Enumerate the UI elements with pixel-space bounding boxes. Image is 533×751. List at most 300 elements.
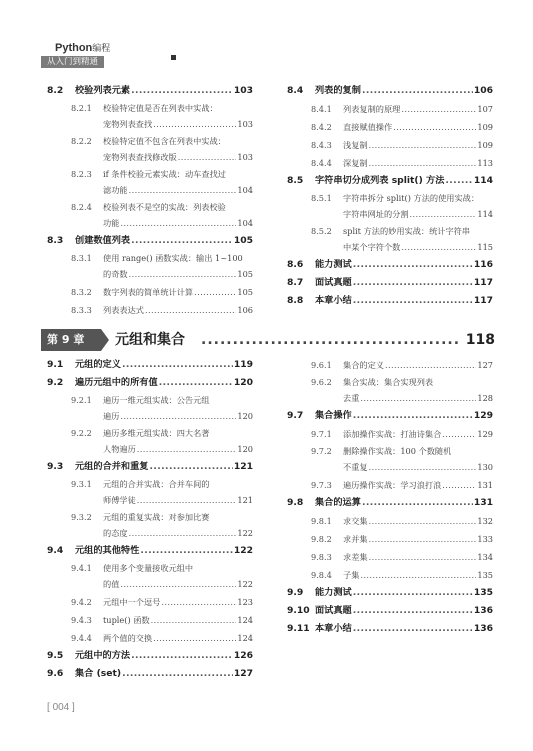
entry-number: 9.8.4: [311, 570, 332, 580]
toc-column-top-left: [47, 82, 253, 319]
entry-page: 105: [237, 269, 253, 279]
header-square-mark: [171, 55, 176, 60]
entry-title-line2: 滤功能: [103, 185, 128, 195]
entry-number: 8.3.3: [71, 305, 92, 315]
leader-dots: [410, 206, 477, 222]
leader-dots: [360, 566, 476, 584]
entry-body: [75, 356, 253, 374]
toc-subsection-entry: [47, 166, 253, 199]
leader-dots: [151, 611, 237, 629]
entry-number: 9.7.2: [311, 446, 332, 456]
entry-title-line2-row: [103, 525, 253, 541]
entry-title: 求并集: [343, 534, 368, 544]
entry-number: 8.5: [287, 175, 304, 186]
entry-number: 8.7: [287, 277, 304, 288]
entry-title-line2-row: [343, 390, 493, 406]
entry-page: 106: [237, 305, 253, 315]
leader-dots: [353, 256, 473, 274]
entry-body: [343, 100, 493, 118]
toc-section-entry: [287, 82, 493, 100]
entry-title: 遍历元组中的所有值: [75, 377, 158, 388]
toc-section-entry: [47, 458, 253, 476]
leader-dots: [442, 476, 476, 494]
leader-dots: [178, 149, 237, 165]
leader-dots: [385, 356, 476, 374]
entry-page: 121: [237, 495, 253, 505]
toc-subsection-entry: [287, 154, 493, 172]
toc-subsection-entry: [287, 136, 493, 154]
entry-title: 直接赋值操作: [343, 122, 393, 132]
toc-subsection-entry: [287, 530, 493, 548]
entry-page: 132: [477, 516, 493, 526]
entry-page: 123: [237, 597, 253, 607]
entry-title-line1: 遍历一维元组实战：公告元组: [103, 395, 210, 405]
entry-page: 109: [477, 122, 493, 132]
toc-subsection-entry: [287, 374, 493, 407]
entry-title-line1: 删除操作实战：100 个数随机: [343, 446, 452, 456]
entry-body: [75, 665, 253, 683]
entry-body: [343, 425, 493, 443]
entry-title: 元组中的方法: [75, 650, 131, 661]
entry-page: 131: [477, 480, 493, 490]
leader-dots: [122, 356, 233, 374]
entry-page: 104: [237, 218, 253, 228]
chapter-heading: [41, 329, 495, 351]
toc-section-entry: [47, 356, 253, 374]
entry-title: 元组中一个逗号: [103, 597, 161, 607]
entry-title-line2: 字符串网址的分割: [343, 209, 409, 219]
toc-column-bottom-left: [47, 356, 253, 683]
entry-title: 列表的复制: [315, 85, 361, 96]
chapter-leader-dots: [201, 329, 459, 351]
entry-number: 9.5: [47, 650, 64, 661]
toc-column-top-right: [287, 82, 493, 310]
entry-number: 9.2.1: [71, 395, 92, 405]
leader-dots: [393, 118, 476, 136]
leader-dots: [120, 408, 236, 424]
toc-section-entry: [47, 665, 253, 683]
leader-dots: [401, 239, 476, 255]
entry-title-line2-row: [343, 239, 493, 255]
leader-dots: [194, 283, 236, 301]
entry-number: 9.11: [287, 623, 310, 634]
toc-subsection-entry: [47, 611, 253, 629]
toc-subsection-entry: [287, 118, 493, 136]
leader-dots: [369, 512, 477, 530]
toc-subsection-entry: [47, 392, 253, 425]
leader-dots: [369, 530, 477, 548]
running-header-title: [55, 41, 110, 54]
leader-dots: [120, 576, 236, 592]
toc-subsection-entry: [47, 133, 253, 166]
toc-subsection-entry: [287, 512, 493, 530]
leader-dots: [369, 459, 477, 475]
entry-body: [103, 593, 253, 611]
entry-title-line2-row: [103, 149, 253, 165]
entry-title: 面试真题: [315, 277, 352, 288]
entry-number: 9.6: [47, 668, 64, 679]
entry-page: 133: [477, 534, 493, 544]
toc-section-entry: [287, 620, 493, 638]
toc-subsection-entry: [47, 509, 253, 542]
toc-subsection-entry: [287, 425, 493, 443]
toc-section-entry: [47, 232, 253, 250]
entry-page: 114: [477, 209, 493, 219]
entry-page: 122: [237, 579, 253, 589]
entry-page: 128: [477, 393, 493, 403]
entry-title: 添加操作实战：打油诗集合: [343, 429, 442, 439]
entry-number: 8.5.2: [311, 226, 332, 236]
entry-title: 元组的合并和重复: [75, 461, 149, 472]
entry-page: 105: [233, 235, 253, 246]
entry-title: 字符串切分成列表 split() 方法: [315, 175, 445, 186]
entry-page: 103: [237, 119, 253, 129]
entry-body: [315, 620, 493, 638]
entry-body: [103, 301, 253, 319]
entry-number: 9.4.1: [71, 563, 92, 573]
toc-subsection-entry: [287, 443, 493, 476]
entry-title: 集合的定义: [343, 360, 384, 370]
toc-section-entry: [287, 602, 493, 620]
leader-dots: [362, 82, 473, 100]
book-title-cn: 编程: [92, 44, 111, 54]
entry-page: 134: [477, 552, 493, 562]
leader-dots: [353, 292, 473, 310]
entry-title-line2-row: [103, 182, 253, 198]
entry-body: [315, 602, 493, 620]
entry-number: 8.8: [287, 295, 304, 306]
entry-body: [343, 530, 493, 548]
entry-title: 集合 (set): [75, 668, 122, 679]
chapter-label: 第 9 章: [41, 329, 101, 351]
entry-number: 8.4.4: [311, 158, 332, 168]
entry-title: 列表表达式: [103, 305, 144, 315]
entry-page: 136: [473, 605, 493, 616]
leader-dots: [150, 458, 233, 476]
entry-body: [103, 283, 253, 301]
entry-page: 122: [237, 528, 253, 538]
entry-page: 129: [473, 410, 493, 421]
toc-subsection-entry: [47, 425, 253, 458]
entry-number: 9.3: [47, 461, 64, 472]
entry-page: 117: [473, 277, 493, 288]
entry-body: [103, 611, 253, 629]
entry-title: 元组的定义: [75, 359, 121, 370]
entry-page: 116: [473, 259, 493, 270]
entry-number: 9.4.4: [71, 633, 92, 643]
leader-dots: [353, 620, 473, 638]
entry-title: 浅复制: [343, 140, 368, 150]
chapter-label-arrow: [101, 329, 109, 351]
entry-number: 8.4: [287, 85, 304, 96]
entry-number: 8.2: [47, 85, 64, 96]
leader-dots: [153, 116, 236, 132]
entry-title-line2-row: [103, 215, 253, 231]
entry-title-line2-row: [103, 492, 253, 508]
toc-subsection-entry: [47, 283, 253, 301]
toc-subsection-entry: [47, 250, 253, 283]
entry-title: 集合的运算: [315, 497, 361, 508]
leader-dots: [353, 274, 473, 292]
toc-column-bottom-right: [287, 356, 493, 638]
entry-number: 8.3.1: [71, 253, 92, 263]
entry-title-line2-row: [343, 459, 493, 475]
entry-page: 127: [477, 360, 493, 370]
leader-dots: [369, 154, 477, 172]
entry-number: 8.5.1: [311, 193, 332, 203]
entry-page: 124: [237, 615, 253, 625]
entry-title-line2: 宠物列表查找: [103, 119, 153, 129]
entry-page: 121: [233, 461, 253, 472]
entry-body: [315, 407, 493, 425]
running-header-subtitle: 从入门到精通: [41, 56, 104, 68]
page-footer: [ 004 ]: [47, 702, 75, 713]
leader-dots: [401, 100, 476, 118]
entry-number: 8.4.1: [311, 104, 332, 114]
entry-body: [343, 136, 493, 154]
entry-body: [75, 374, 253, 392]
entry-body: [343, 154, 493, 172]
entry-title-line2-row: [343, 206, 493, 222]
toc-subsection-entry: [287, 223, 493, 256]
entry-page: 105: [237, 287, 253, 297]
leader-dots: [137, 492, 237, 508]
entry-title-line1: 使用 range() 函数实战：输出 1~100: [103, 253, 243, 263]
entry-number: 8.4.3: [311, 140, 332, 150]
entry-number: 8.3: [47, 235, 64, 246]
leader-dots: [129, 182, 237, 198]
entry-page: 127: [233, 668, 253, 679]
entry-title: 深复制: [343, 158, 368, 168]
entry-title-line2: 去重: [343, 393, 360, 403]
toc-section-entry: [287, 584, 493, 602]
leader-dots: [129, 266, 237, 282]
entry-body: [75, 542, 253, 560]
entry-number: 9.4.2: [71, 597, 92, 607]
leader-dots: [353, 407, 473, 425]
entry-page: 135: [477, 570, 493, 580]
toc-subsection-entry: [47, 199, 253, 232]
entry-page: 103: [233, 85, 253, 96]
entry-body: [315, 256, 493, 274]
entry-page: 136: [473, 623, 493, 634]
entry-title-line2-row: [103, 116, 253, 132]
entry-title-line2: 的值: [103, 579, 120, 589]
toc-subsection-entry: [47, 100, 253, 133]
entry-title-line1: 校验列表不是空的实战：列表校验: [103, 202, 226, 212]
chapter-title: 元组和集合: [115, 332, 185, 348]
entry-title: tuple() 函数: [103, 615, 150, 625]
leader-dots: [369, 136, 477, 154]
entry-number: 8.2.2: [71, 136, 92, 146]
entry-title-line2-row: [103, 441, 253, 457]
leader-dots: [120, 215, 236, 231]
entry-body: [343, 476, 493, 494]
toc-section-entry: [47, 542, 253, 560]
entry-page: 122: [233, 545, 253, 556]
toc-subsection-entry: [47, 560, 253, 593]
entry-page: 115: [477, 242, 493, 252]
entry-body: [343, 548, 493, 566]
toc-subsection-entry: [287, 190, 493, 223]
entry-body: [315, 584, 493, 602]
entry-title-line2: 的态度: [103, 528, 128, 538]
book-title-en: Python: [55, 42, 93, 54]
entry-title: 列表复制的原理: [343, 104, 401, 114]
entry-title-line2-row: [103, 408, 253, 424]
leader-dots: [159, 374, 233, 392]
entry-body: [315, 172, 493, 190]
entry-number: 8.2.3: [71, 169, 92, 179]
entry-title: 能力测试: [315, 587, 352, 598]
entry-title: 遍历操作实战：学习浪打浪: [343, 480, 442, 490]
toc-section-entry: [287, 292, 493, 310]
entry-body: [315, 494, 493, 512]
leader-dots: [353, 602, 473, 620]
entry-title-line1: split 方法的妙用实战：统计字符串: [343, 226, 471, 236]
toc-section-entry: [287, 256, 493, 274]
toc-section-entry: [287, 407, 493, 425]
leader-dots: [131, 232, 233, 250]
entry-number: 8.4.2: [311, 122, 332, 132]
toc-subsection-entry: [287, 356, 493, 374]
leader-dots: [131, 82, 233, 100]
leader-dots: [445, 172, 472, 190]
entry-body: [343, 566, 493, 584]
entry-number: 9.6.1: [311, 360, 332, 370]
entry-title-line2: 不重复: [343, 462, 368, 472]
entry-title: 求交集: [343, 516, 368, 526]
entry-title: 能力测试: [315, 259, 352, 270]
entry-title: 创建数值列表: [75, 235, 131, 246]
entry-body: [343, 118, 493, 136]
entry-title: 集合操作: [315, 410, 352, 421]
entry-body: [75, 458, 253, 476]
entry-page: 117: [473, 295, 493, 306]
entry-title-line1: 集合实战：集合实现列表: [343, 377, 434, 387]
entry-title-line1: 元组的合并实战：合并车间的: [103, 479, 210, 489]
entry-title-line2: 遍历: [103, 411, 120, 421]
entry-body: [315, 292, 493, 310]
leader-dots: [145, 301, 236, 319]
entry-page: 113: [477, 158, 493, 168]
entry-number: 9.4.3: [71, 615, 92, 625]
entry-body: [75, 82, 253, 100]
leader-dots: [137, 441, 237, 457]
entry-number: 9.8.3: [311, 552, 332, 562]
entry-page: 135: [473, 587, 493, 598]
entry-number: 9.2.2: [71, 428, 92, 438]
entry-title-line1: if 条件校验元素实战：动车查找过: [103, 169, 226, 179]
page-number: 004: [52, 702, 70, 713]
leader-dots: [442, 425, 476, 443]
leader-dots: [362, 494, 473, 512]
toc-section-entry: [47, 374, 253, 392]
toc-section-entry: [287, 274, 493, 292]
entry-page: 114: [473, 175, 493, 186]
leader-dots: [360, 390, 476, 406]
entry-title: 面试真题: [315, 605, 352, 616]
entry-page: 124: [237, 633, 253, 643]
entry-page: 129: [477, 429, 493, 439]
entry-page: 106: [473, 85, 493, 96]
entry-number: 8.6: [287, 259, 304, 270]
entry-title-line2-row: [103, 266, 253, 282]
leader-dots: [353, 584, 473, 602]
toc-section-entry: [287, 494, 493, 512]
toc-subsection-entry: [287, 548, 493, 566]
entry-number: 9.2: [47, 377, 64, 388]
entry-body: [343, 356, 493, 374]
entry-body: [343, 512, 493, 530]
entry-title-line2: 的奇数: [103, 269, 128, 279]
entry-title: 本章小结: [315, 623, 352, 634]
toc-subsection-entry: [287, 100, 493, 118]
entry-number: 9.7: [287, 410, 304, 421]
entry-title: 数字列表的简单统计计算: [103, 287, 194, 297]
entry-title-line2: 中某个字符个数: [343, 242, 401, 252]
entry-title-line1: 校验特定值不包含在列表中实战：: [103, 136, 226, 146]
entry-page: 120: [233, 377, 253, 388]
entry-title-line2: 人物遍历: [103, 444, 136, 454]
entry-title: 本章小结: [315, 295, 352, 306]
toc-subsection-entry: [287, 476, 493, 494]
chapter-page: 118: [465, 332, 495, 348]
entry-number: 9.7.3: [311, 480, 332, 490]
entry-page: 130: [477, 462, 493, 472]
leader-dots: [131, 647, 233, 665]
entry-number: 9.3.2: [71, 512, 92, 522]
entry-title-line2: 师傅学徒: [103, 495, 136, 505]
toc-section-entry: [47, 647, 253, 665]
entry-page: 120: [237, 411, 253, 421]
entry-title: 校验列表元素: [75, 85, 131, 96]
entry-page: 119: [233, 359, 253, 370]
entry-number: 9.8.1: [311, 516, 332, 526]
leader-dots: [140, 542, 233, 560]
leader-dots: [369, 548, 477, 566]
entry-title-line1: 字符串拆分 split() 方法的使用实战：: [343, 193, 480, 203]
toc-subsection-entry: [47, 476, 253, 509]
toc-subsection-entry: [287, 566, 493, 584]
toc-subsection-entry: [47, 301, 253, 319]
entry-page: 104: [237, 185, 253, 195]
entry-title: 两个值的交换: [103, 633, 153, 643]
entry-title-line1: 校验特定值是否在列表中实战：: [103, 103, 218, 113]
entry-number: 8.2.4: [71, 202, 92, 212]
entry-body: [315, 82, 493, 100]
entry-title: 子集: [343, 570, 360, 580]
entry-body: [75, 647, 253, 665]
leader-dots: [153, 629, 236, 647]
entry-number: 8.2.1: [71, 103, 92, 113]
entry-number: 9.9: [287, 587, 304, 598]
entry-title: 元组的其他特性: [75, 545, 140, 556]
entry-page: 131: [473, 497, 493, 508]
toc-section-entry: [47, 82, 253, 100]
toc-subsection-entry: [47, 593, 253, 611]
entry-title-line2: 宠物列表查找修改版: [103, 152, 177, 162]
entry-title-line1: 遍历多维元组实战：四大名著: [103, 428, 210, 438]
entry-body: [75, 232, 253, 250]
entry-number: 8.3.2: [71, 287, 92, 297]
entry-number: 9.6.2: [311, 377, 332, 387]
entry-number: 9.4: [47, 545, 64, 556]
entry-page: 109: [477, 140, 493, 150]
entry-number: 9.10: [287, 605, 310, 616]
entry-number: 9.3.1: [71, 479, 92, 489]
entry-page: 120: [237, 444, 253, 454]
